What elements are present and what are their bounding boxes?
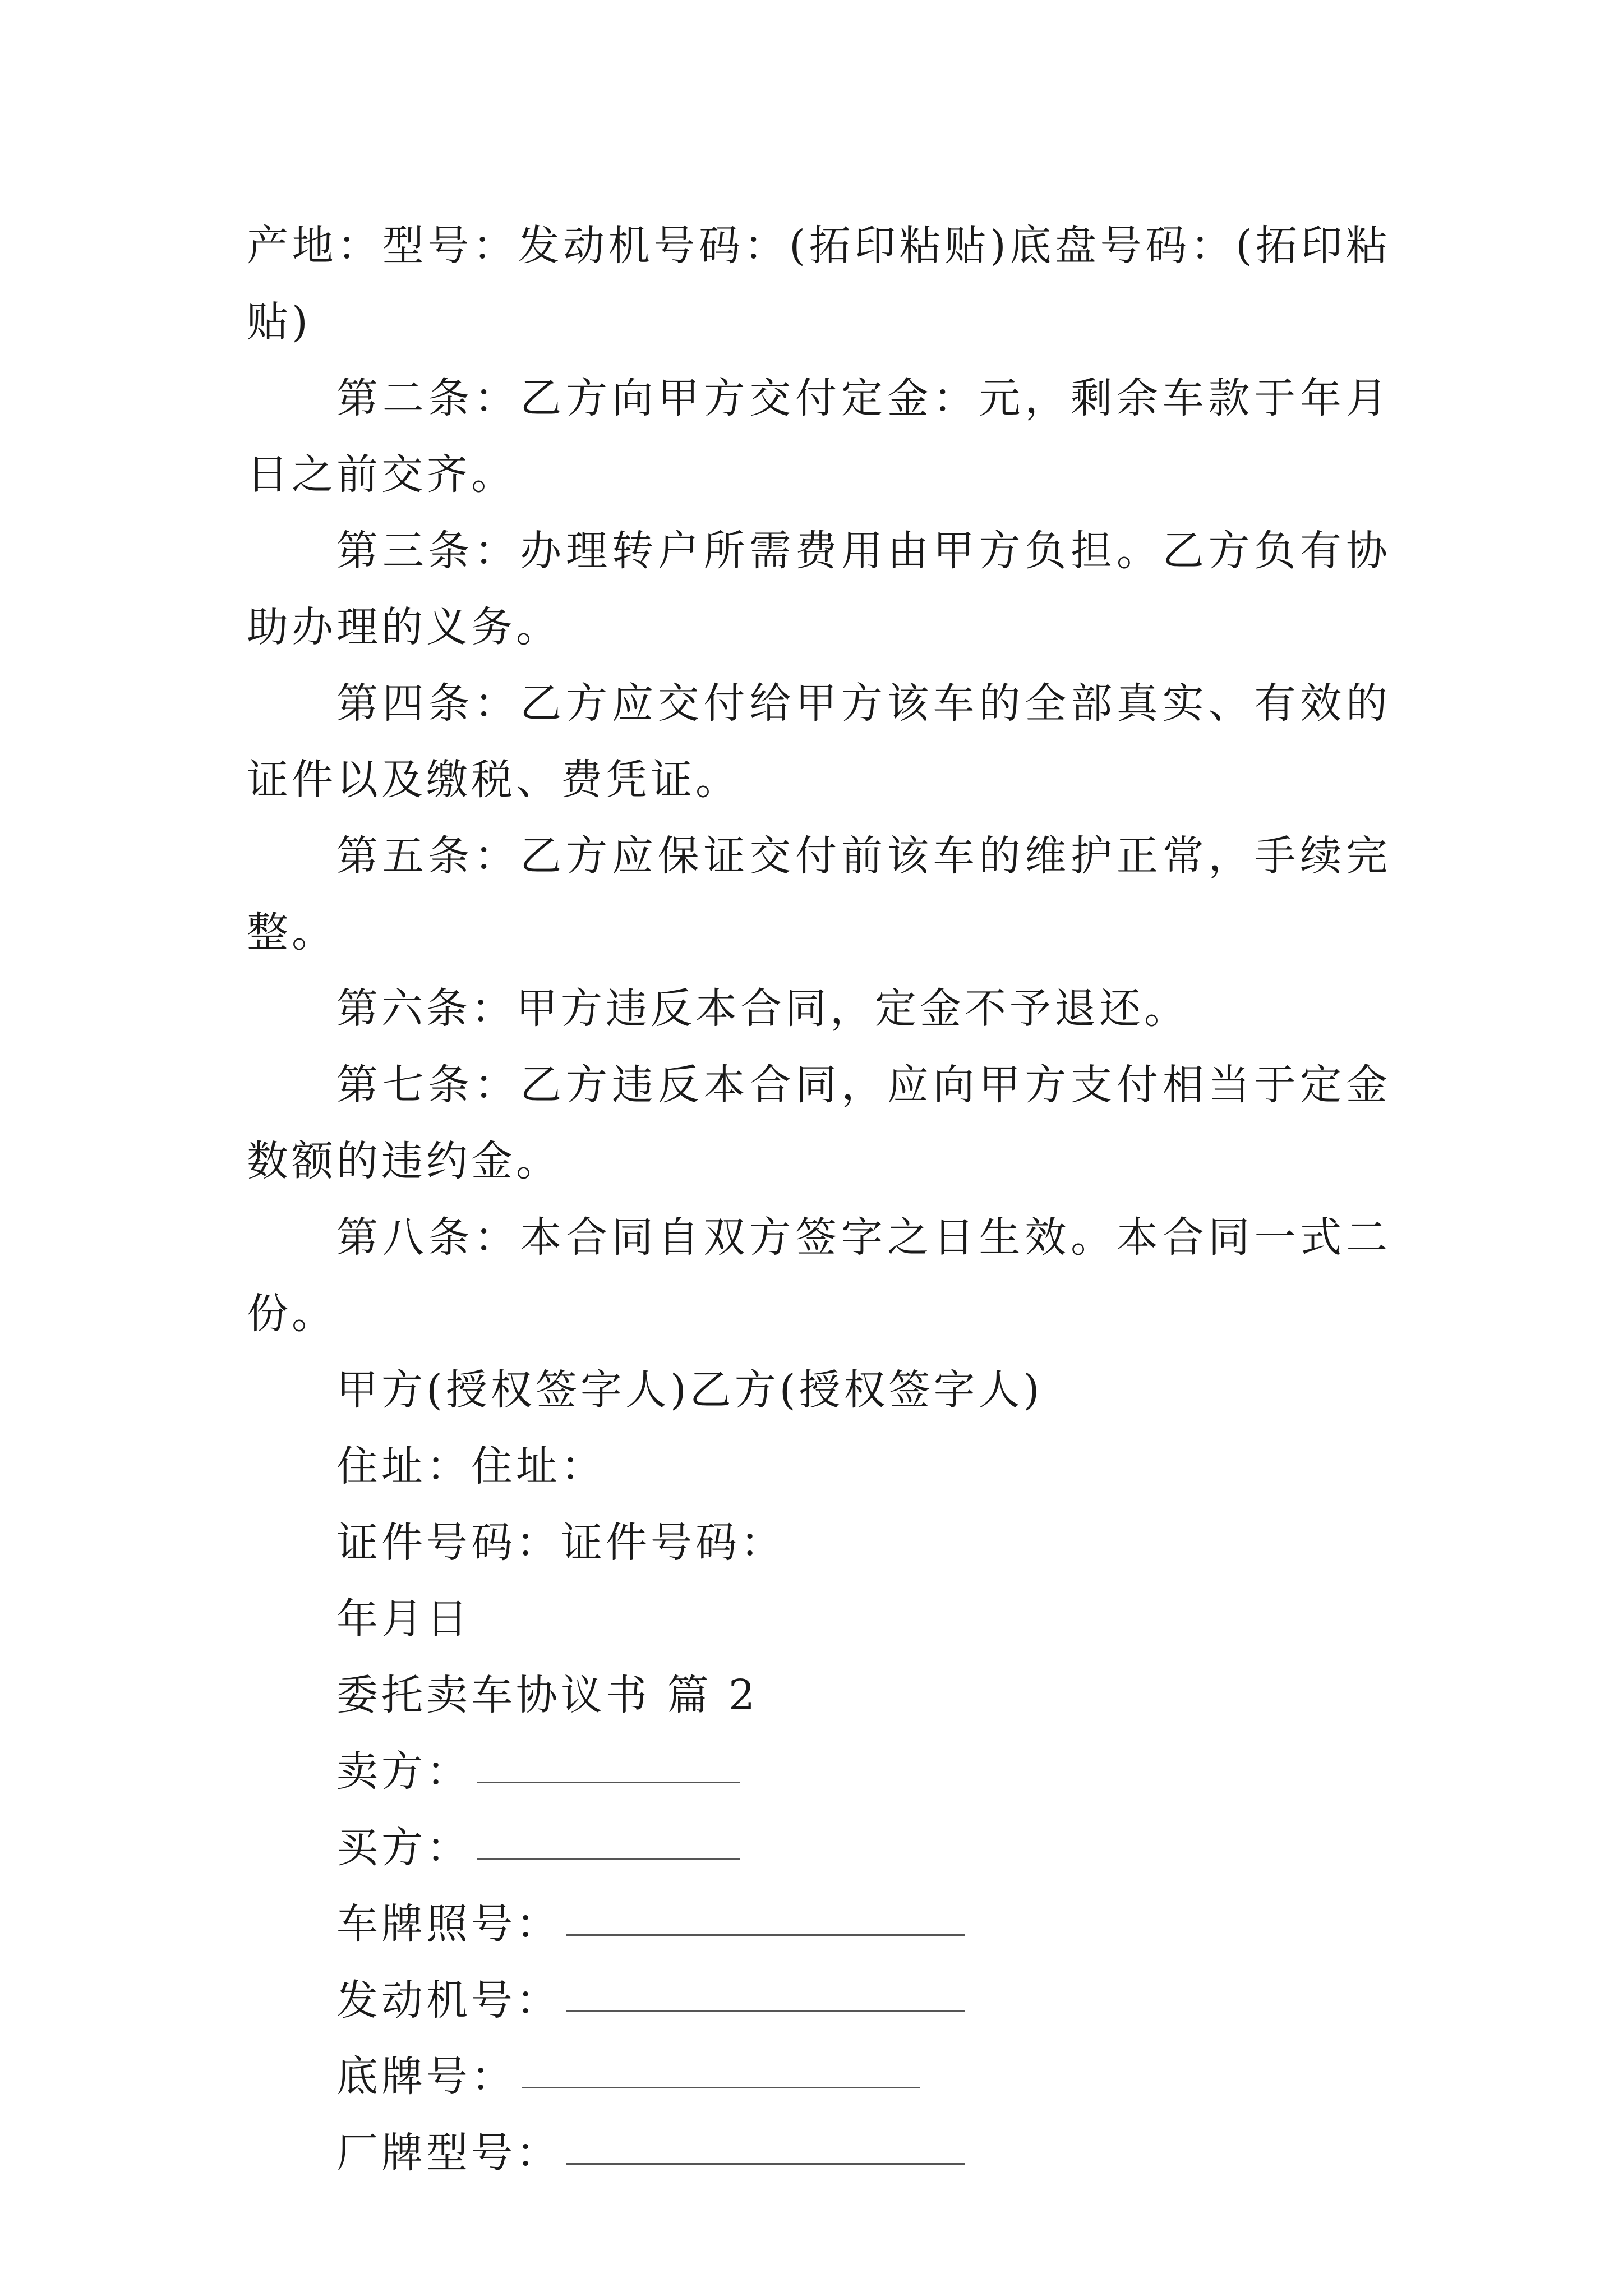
address-line: 住址：住址： xyxy=(336,1442,606,1490)
plate-number-blank xyxy=(566,1934,965,1936)
chassis-number-label: 底牌号： xyxy=(336,2053,516,2101)
plate-number-field xyxy=(247,1886,1391,1962)
signatories-line: 甲方(授权签字人)乙方(授权签字人) xyxy=(336,1366,1043,1414)
paragraph-origin-model: 产地：型号：发动机号码：(拓印粘贴)底盘号码：(拓印粘贴) xyxy=(247,222,1391,346)
paragraph-article-7: 第七条：乙方违反本合同，应向甲方支付相当于定金数额的违约金。 xyxy=(247,1061,1391,1185)
paragraph-article-6: 第六条：甲方违反本合同，定金不予退还。 xyxy=(336,984,1189,1033)
seller-label: 卖方： xyxy=(336,1747,471,1796)
buyer-field xyxy=(247,1810,1391,1886)
document-body xyxy=(247,208,1391,2191)
paragraph-article-5: 第五条：乙方应保证交付前该车的维护正常，手续完整。 xyxy=(247,832,1391,956)
section-title: 委托卖车协议书 篇 2 xyxy=(336,1671,759,1719)
seller-field xyxy=(247,1733,1391,1810)
paragraph-article-4: 第四条：乙方应交付给甲方该车的全部真实、有效的证件以及缴税、费凭证。 xyxy=(247,679,1391,804)
engine-number-label: 发动机号： xyxy=(336,1976,561,2024)
brand-model-blank xyxy=(566,2162,965,2165)
buyer-label: 买方： xyxy=(336,1824,471,1872)
engine-number-field xyxy=(247,1962,1391,2039)
engine-number-blank xyxy=(566,2010,965,2012)
chassis-number-blank xyxy=(522,2086,920,2088)
paragraph-article-2: 第二条：乙方向甲方交付定金：元，剩余车款于年月日之前交齐。 xyxy=(247,374,1391,499)
buyer-blank xyxy=(477,1857,740,1860)
plate-number-label: 车牌照号： xyxy=(336,1900,561,1948)
id-number-line: 证件号码：证件号码： xyxy=(336,1519,785,1567)
seller-blank xyxy=(477,1781,740,1783)
paragraph-article-3: 第三条：办理转户所需费用由甲方负担。乙方负有协助办理的义务。 xyxy=(247,527,1391,651)
date-line: 年月日 xyxy=(336,1595,471,1643)
brand-model-label: 厂牌型号： xyxy=(336,2129,561,2177)
paragraph-article-8: 第八条：本合同自双方签字之日生效。本合同一式二份。 xyxy=(247,1213,1391,1338)
chassis-number-field xyxy=(247,2039,1391,2115)
brand-model-field xyxy=(247,2115,1391,2191)
